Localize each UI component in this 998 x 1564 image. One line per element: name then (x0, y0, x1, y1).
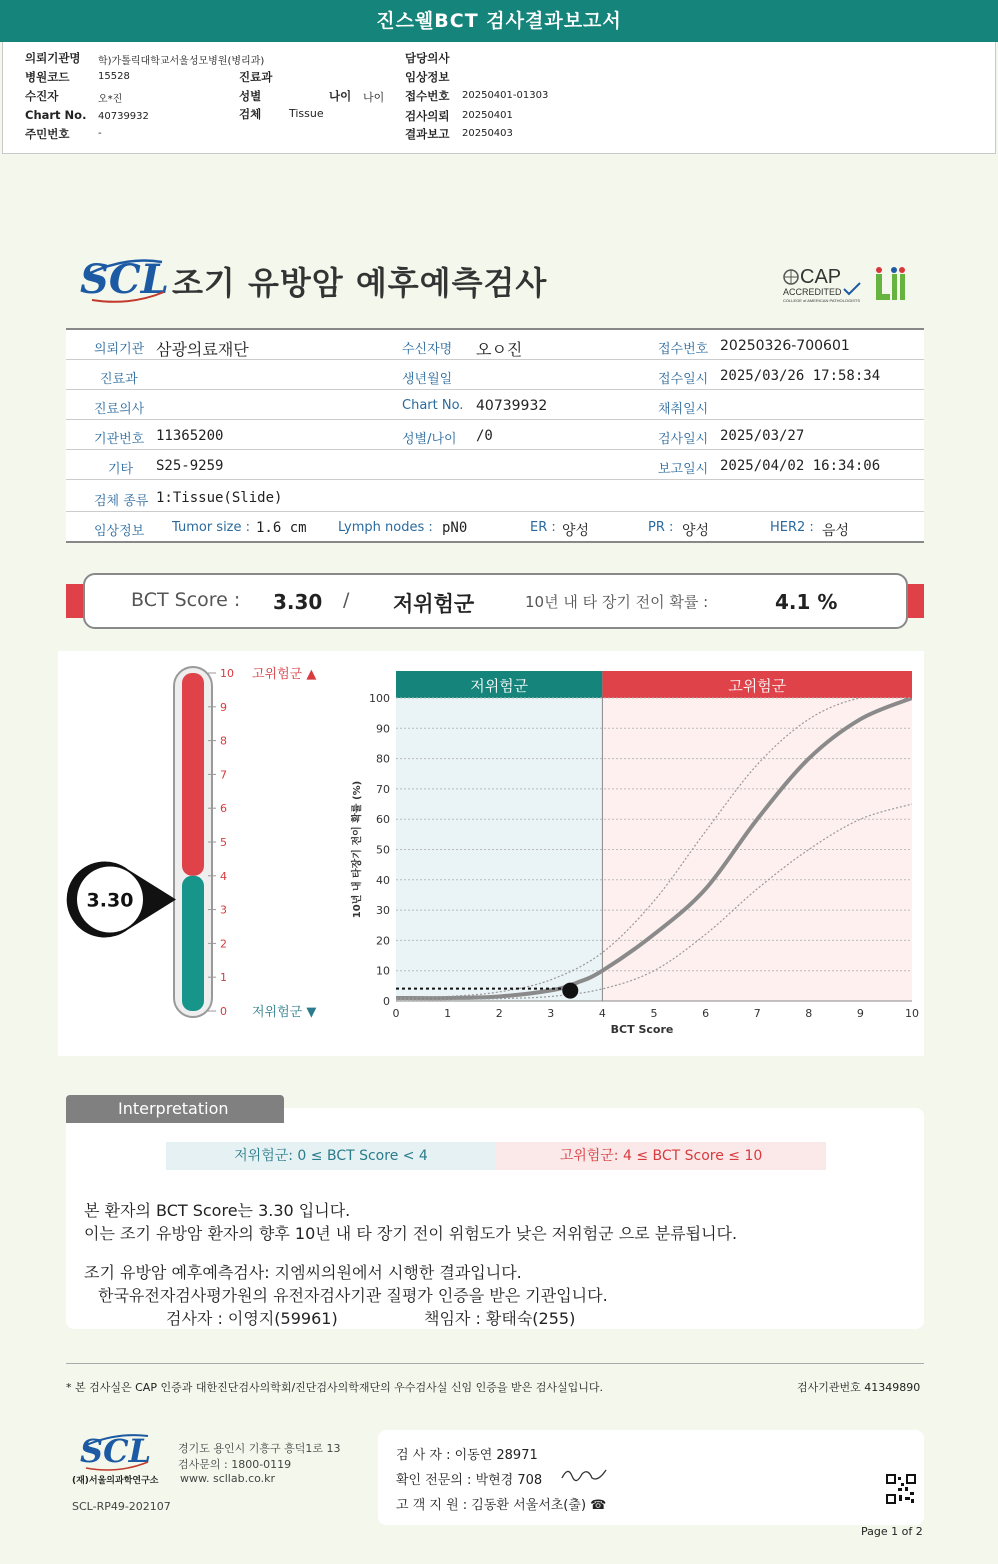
low-risk-region (396, 698, 602, 1001)
page-number: Page 1 of 2 (861, 1525, 923, 1538)
hdr-value-chart-no: 40739932 (98, 111, 149, 122)
info-label: 채취일시 (658, 402, 709, 417)
gauge-high-fill (182, 673, 204, 876)
info-label: 의뢰기관 (94, 342, 145, 357)
signatures-box (378, 1430, 924, 1525)
gauge-pointer-label: 3.30 (86, 889, 134, 912)
info-value: /0 (476, 428, 493, 444)
x-tick-label: 1 (444, 1007, 452, 1020)
interp-line: 이는 조기 유방암 환자의 향후 10년 내 타 장기 전이 위험도가 낮은 저위험군 으로 분류됩니다. (84, 1224, 738, 1243)
y-tick-label: 60 (376, 813, 390, 827)
score-left-accent (66, 584, 84, 618)
info-label: 진료의사 (94, 402, 145, 417)
y-tick-label: 10 (376, 964, 390, 978)
gauge-tick-label: 4 (220, 869, 227, 883)
info-label: 보고일시 (658, 462, 709, 477)
info-label: 기관번호 (94, 432, 145, 447)
pr-value: 양성 (682, 523, 710, 539)
info-value: 11365200 (156, 428, 224, 444)
info-row (66, 360, 924, 390)
x-tick-label: 7 (753, 1007, 761, 1020)
info-label: 접수번호 (658, 342, 709, 357)
x-tick-label: 5 (650, 1007, 658, 1020)
footer-divider (66, 1363, 924, 1364)
info-label: 성별/나이 (402, 432, 457, 447)
gauge-tick-label: 3 (220, 903, 227, 917)
x-axis-label: BCT Score (610, 1023, 674, 1036)
footer-address: 경기도 용인시 기흥구 흥덕1로 13 (178, 1442, 341, 1455)
lymph-nodes-label: Lymph nodes : (338, 520, 433, 535)
x-tick-label: 3 (547, 1007, 555, 1020)
hdr-value-resident-no: - (98, 128, 102, 139)
hdr-value-receipt-no: 20250401-01303 (462, 90, 549, 101)
y-tick-label: 100 (369, 692, 390, 705)
info-row (66, 330, 924, 360)
gauge-tick-label: 2 (220, 937, 227, 951)
hdr-label-hospital-code: 병원코드 (25, 70, 70, 84)
high-risk-range: 고위험군: 4 ≤ BCT Score ≤ 10 (496, 1142, 826, 1170)
info-row (66, 450, 924, 480)
her2-label: HER2 : (770, 520, 814, 535)
info-label: 검사일시 (658, 432, 709, 447)
er-label: ER : (530, 520, 556, 535)
gauge-tick-label: 10 (220, 667, 234, 680)
her2-value: 음성 (822, 523, 850, 539)
gauge-tick-label: 0 (220, 1005, 227, 1018)
metastasis-prob-label: 10년 내 타 장기 전이 확률 : (525, 593, 709, 611)
er-value: 양성 (562, 523, 590, 539)
y-tick-label: 90 (376, 722, 390, 736)
gauge-high-label: 고위험군 ▲ (252, 667, 317, 682)
hdr-value-patient: 오*진 (98, 94, 123, 105)
gauge-low-label: 저위험군 ▼ (252, 1005, 317, 1020)
x-tick-label: 6 (702, 1007, 710, 1020)
y-tick-label: 80 (376, 752, 390, 766)
info-value: 2025/03/26 17:58:34 (720, 368, 881, 384)
signature-scribble (560, 1464, 610, 1486)
gauge-tick-label: 5 (220, 836, 227, 849)
lab-cert-note: * 본 검사실은 CAP 인증과 대한진단검사의학회/진단검사의학재단의 우수검사실 신임 인증을 받은 검사실입니다. (66, 1381, 604, 1394)
report-title-bar: 진스웰BCT 검사결과보고서 (0, 0, 998, 42)
info-label: 임상정보 (94, 524, 145, 539)
y-tick-label: 20 (376, 934, 390, 948)
hdr-label-report: 결과보고 (405, 127, 450, 141)
qr-code-icon (886, 1474, 916, 1504)
sig-support: 고 객 지 원 : 김동환 서울서초(출) ☎ (396, 1498, 607, 1513)
y-tick-label: 40 (376, 873, 390, 887)
interp-line: 조기 유방암 예후예측검사: 지엠씨의원에서 시행한 결과입니다. (84, 1263, 522, 1282)
footer-contact: 검사문의 : 1800-0119 (178, 1458, 292, 1471)
footer-website[interactable]: www. scllab.co.kr (180, 1472, 276, 1485)
cap-check-icon (842, 282, 862, 296)
hdr-label-doctor: 담당의사 (405, 51, 450, 65)
interp-line: 한국유전자검사평가원의 유전자검사기관 질평가 인증을 받은 기관입니다. (98, 1286, 608, 1305)
footer-form-code: SCL-RP49-202107 (72, 1500, 171, 1513)
info-row (66, 420, 924, 450)
bct-score-value: 3.30 (273, 590, 323, 614)
info-label: 기타 (108, 462, 134, 477)
interpretation-tab: Interpretation (66, 1095, 284, 1123)
low-risk-range: 저위험군: 0 ≤ BCT Score < 4 (166, 1142, 496, 1170)
info-row-clinical (66, 512, 924, 542)
hdr-label-request: 검사의뢰 (405, 109, 450, 123)
risk-chart-panel (58, 651, 924, 1056)
hdr-label-receipt-no: 접수번호 (405, 89, 450, 103)
y-tick-label: 30 (376, 904, 390, 918)
hdr-label-specimen: 검체 (239, 107, 262, 121)
info-value: S25-9259 (156, 458, 224, 474)
score-right-accent (906, 584, 924, 618)
report-title: 조기 유방암 예후예측검사 (172, 264, 548, 302)
x-tick-label: 10 (905, 1007, 919, 1020)
patient-score-marker (562, 983, 578, 999)
sig-tester: 검 사 자 : 이동연 28971 (396, 1448, 538, 1463)
hdr-value-request: 20250401 (462, 110, 513, 121)
info-label: Chart No. (402, 398, 464, 413)
info-label: 생년월일 (402, 372, 453, 387)
info-value: 2025/03/27 (720, 428, 805, 444)
hdr-value-age: 나이 (363, 91, 385, 104)
risk-curve-chart (348, 651, 924, 1056)
hdr-label-chart-no: Chart No. (25, 108, 87, 122)
hdr-label-resident-no: 주민번호 (25, 127, 70, 141)
y-tick-label: 50 (376, 843, 390, 857)
gauge-tick-label: 7 (220, 768, 227, 782)
tumor-size-label: Tumor size : (172, 520, 251, 535)
info-value: 40739932 (476, 398, 548, 414)
hdr-label-sex: 성별 (239, 89, 262, 103)
gauge-tick-label: 8 (220, 734, 227, 748)
cap-accredited: ACCREDITED (783, 287, 842, 297)
lymph-nodes-value: pN0 (442, 520, 468, 536)
score-gauge (58, 651, 348, 1056)
hdr-label-patient: 수진자 (25, 89, 59, 103)
score-summary (83, 573, 908, 629)
x-tick-label: 9 (856, 1007, 864, 1020)
info-label: 수신자명 (402, 342, 453, 357)
x-tick-label: 8 (805, 1007, 813, 1020)
interp-tester: 검사자 : 이영지(59961) (166, 1309, 338, 1328)
order-info-table (66, 328, 924, 543)
hdr-label-institution: 의뢰기관명 (25, 51, 81, 65)
info-row (66, 390, 924, 420)
score-separator: / (343, 589, 350, 611)
x-tick-label: 4 (598, 1007, 606, 1020)
info-value: 2025/04/02 16:34:06 (720, 458, 881, 474)
lm-logo-icon (874, 266, 908, 302)
gauge-low-fill (182, 876, 204, 1011)
gauge-tick-label: 6 (220, 802, 227, 816)
info-label: 검체 종류 (94, 494, 149, 509)
cap-logo: CAP (800, 266, 842, 288)
hdr-label-age: 나이 (329, 89, 352, 103)
lab-org-number: 검사기관번호 41349890 (797, 1381, 921, 1394)
info-label: 진료과 (100, 372, 138, 387)
info-value: 오ㅇ진 (476, 340, 523, 359)
scl-logo-swoosh (86, 256, 166, 306)
tumor-size-value: 1.6 cm (256, 520, 307, 536)
hdr-label-clinical-info: 임상정보 (405, 70, 450, 84)
y-tick-label: 0 (383, 995, 390, 1008)
pr-label: PR : (648, 520, 674, 535)
gauge-tick-label: 9 (220, 700, 227, 714)
x-tick-label: 2 (495, 1007, 503, 1020)
risk-group-value: 저위험군 (393, 592, 475, 616)
footer-logo-swoosh (82, 1432, 152, 1472)
hdr-label-department: 진료과 (239, 70, 273, 84)
info-label: 접수일시 (658, 372, 709, 387)
hdr-value-institution: 학)가톨릭대학교서울성모병원(병리과) (98, 56, 265, 67)
metastasis-prob-value: 4.1 % (775, 590, 838, 614)
info-row (66, 482, 924, 512)
scl-logo: SCL (80, 256, 169, 303)
hdr-value-hospital-code: 15528 (98, 71, 130, 82)
info-value: 삼광의료재단 (156, 340, 249, 359)
x-tick-label: 0 (392, 1007, 400, 1020)
footer-scl-logo: SCL (80, 1432, 152, 1470)
y-tick-label: 70 (376, 782, 390, 796)
footer-org-name: (재)서울의과학연구소 (72, 1476, 159, 1486)
hdr-value-specimen: Tissue (289, 107, 324, 120)
low-risk-header-label: 저위험군 (470, 677, 529, 695)
bct-score-label: BCT Score : (131, 589, 241, 611)
interp-line: 본 환자의 BCT Score는 3.30 입니다. (84, 1201, 351, 1220)
high-risk-header-label: 고위험군 (728, 677, 787, 695)
hdr-value-report: 20250403 (462, 128, 513, 139)
sig-confirm: 확인 전문의 : 박현경 708 (396, 1473, 543, 1488)
cap-small-text: COLLEGE of AMERICAN PATHOLOGISTS (783, 298, 860, 303)
info-value: 1:Tissue(Slide) (156, 490, 283, 506)
gauge-tick-label: 1 (220, 971, 227, 985)
cap-globe-icon (782, 268, 802, 288)
info-value: 20250326-700601 (720, 338, 850, 354)
y-axis-label: 10년 내 타장기 전이 확률 (%) (352, 780, 363, 919)
patient-header (2, 42, 996, 154)
interp-director: 책임자 : 황태숙(255) (424, 1309, 576, 1328)
